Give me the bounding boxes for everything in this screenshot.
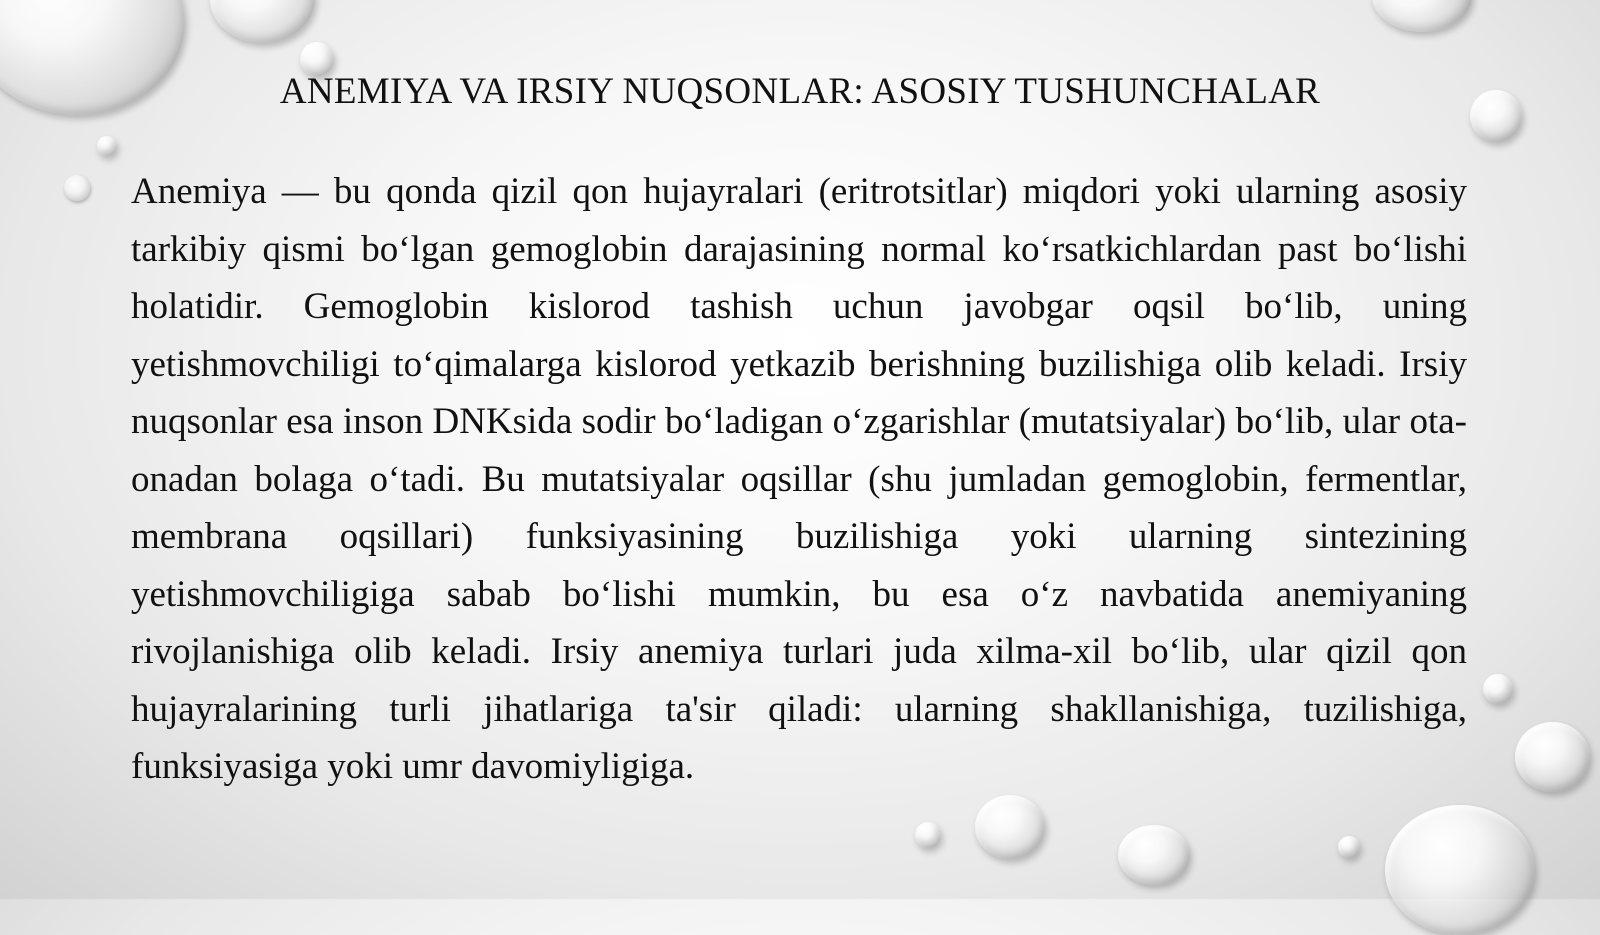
slide-paragraph: Anemiya — bu qonda qizil qon hujayralari (eritrotsitlar) miqdori yoki ularning asosiy tarkibiy qismi bo‘lgan gemoglobin darajasining normal ko‘rsatkichlardan past bo‘lishi holatidir. Gemoglobin kislorod tashish uchun javobgar oqsil bo‘lib, uning yetishmovchiligi to‘qimalarga kislorod yetkazib berishning buzilishiga olib keladi. Irsiy nuqsonlar esa inson DNKsida sodir bo‘ladigan o‘zgarishlar (mutatsiyalar) bo‘lib, ular ota-onadan bolaga o‘tadi. Bu mutatsiyalar oqsillar (shu jumladan gemoglobin, fermentlar, membrana oqsillari) funksiyasining buzilishiga yoki ularning sintezining yetishmovchiligiga sabab bo‘lishi mumkin, bu esa o‘z navbatida anemiyaning rivojlanishiga olib keladi. Irsiy anemiya turlari juda xilma-xil bo‘lib, ular qizil qon hujayralarining turli jihatlariga ta'sir qiladi: ularning shakllanishiga, tuzilishiga, funksiyasiga yoki umr davomiyligiga. <box>131 171 1467 787</box>
water-drop-decoration <box>1118 825 1190 885</box>
bullet-icon <box>64 175 90 201</box>
water-drop-decoration <box>97 136 117 156</box>
water-drop-decoration <box>1372 0 1472 32</box>
slide-title: ANEMIYA VA IRSIY NUQSONLAR: ASOSIY TUSHUNCHALAR <box>279 71 1321 112</box>
water-drop-decoration <box>975 795 1045 859</box>
water-drop-decoration <box>1338 836 1360 858</box>
water-drop-decoration <box>915 822 941 848</box>
water-drop-decoration <box>1515 722 1590 792</box>
water-drop-decoration <box>210 0 315 43</box>
water-drop-decoration <box>1385 805 1535 935</box>
water-drop-decoration <box>1483 674 1513 704</box>
